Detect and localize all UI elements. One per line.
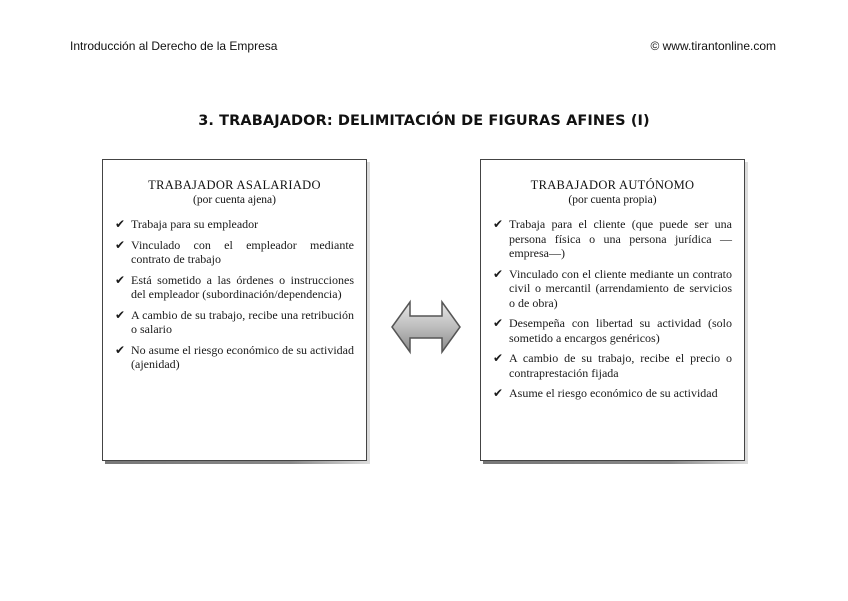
list-item [493,351,732,380]
item-text: No asume el riesgo económico de su actividad (ajenidad) [131,342,354,371]
item-list [115,217,354,372]
item-text: Vinculado con el cliente mediante un contrato civil o mercantil (arrendamiento de servicios o de obra) [509,266,732,310]
item-text: Vinculado con el empleador mediante contrato de trabajo [131,237,354,266]
check-icon: ✔ [493,351,504,365]
item-text: Desempeña con libertad su actividad (solo sometido a encargos genéricos) [509,316,732,345]
check-icon: ✔ [115,272,126,287]
box-heading: TRABAJADOR AUTÓNOMO [530,178,695,192]
header-book-title: Introducción al Derecho de la Empresa [70,39,278,53]
double-arrow-icon [390,298,462,356]
list-item [493,386,732,401]
check-icon: ✔ [493,386,504,400]
list-item [493,217,732,261]
item-text: A cambio de su trabajo, recibe una retribución o salario [131,307,354,336]
item-list [493,217,732,401]
header-copyright: © www.tirantonline.com [650,39,776,53]
box-trabajador-autonomo [480,159,745,461]
check-icon: ✔ [115,237,126,252]
list-item [115,308,354,337]
item-text: Trabaja para su empleador [131,217,259,231]
box-subheading: (por cuenta propia) [568,194,657,206]
box-trabajador-asalariado [102,159,367,461]
list-item [115,217,354,232]
check-icon: ✔ [115,217,126,231]
item-text: Asume el riesgo económico de su actividad [509,386,718,400]
page-title: 3. TRABAJADOR: DELIMITACIÓN DE FIGURAS AFINES (I) [198,113,650,129]
check-icon: ✔ [115,342,126,357]
box-heading: TRABAJADOR ASALARIADO [148,178,321,192]
item-text: Está sometido a las órdenes o instrucciones del empleador (subordinación/dependencia) [131,272,354,301]
list-item [115,273,354,302]
check-icon: ✔ [493,316,504,330]
item-text: Trabaja para el cliente (que puede ser una persona física o una persona jurídica —empresa—) [509,217,732,260]
check-icon: ✔ [115,307,126,322]
list-item [493,316,732,345]
check-icon: ✔ [493,266,504,281]
list-item [115,238,354,267]
item-text: A cambio de su trabajo, recibe el precio o contraprestación fijada [509,351,732,380]
list-item [115,343,354,372]
box-subheading: (por cuenta ajena) [192,194,276,206]
list-item [493,267,732,311]
check-icon: ✔ [493,217,504,231]
